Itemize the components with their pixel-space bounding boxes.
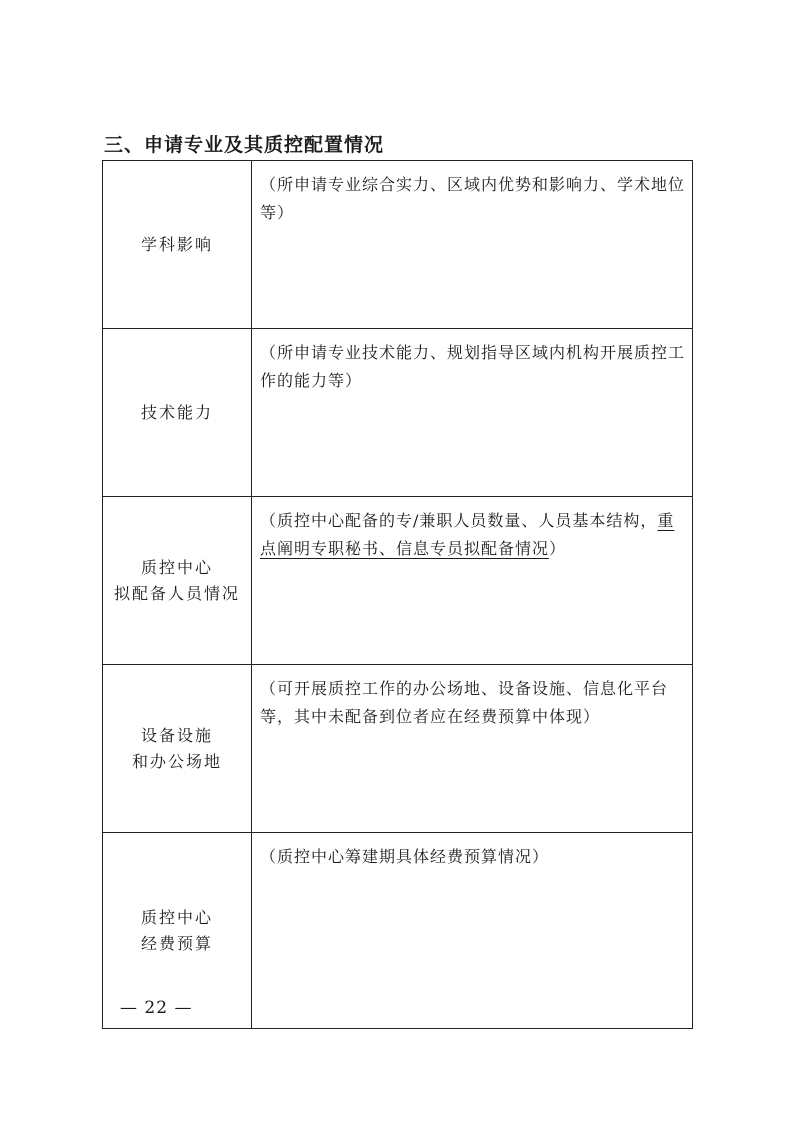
row-label — [103, 665, 252, 833]
table-row — [103, 665, 693, 833]
table-row — [103, 497, 693, 665]
row-description[interactable]: （可开展质控工作的办公场地、设备设施、信息化平台等，其中未配备到位者应在经费预算中体现） — [252, 665, 693, 833]
table-row — [103, 161, 693, 329]
row-label — [103, 497, 252, 665]
section-title: 三、申请专业及其质控配置情况 — [104, 134, 385, 156]
row-label-line: 和办公场地 — [131, 751, 222, 771]
description-underlined-text: 重点阐明专职秘书、信息专员拟配备情况 — [260, 511, 675, 558]
row-label-line: 技术能力 — [140, 402, 213, 422]
row-description[interactable]: （质控中心筹建期具体经费预算情况） — [252, 833, 693, 1029]
description-text-tail: ） — [549, 539, 567, 558]
row-label-line: 设备设施 — [140, 725, 213, 745]
row-label-line: 质控中心 — [140, 907, 213, 927]
description-text: （质控中心配备的专/兼职人员数量、人员基本结构， — [260, 511, 658, 530]
table-row — [103, 329, 693, 497]
row-description[interactable]: （所申请专业综合实力、区域内优势和影响力、学术地位等） — [252, 161, 693, 329]
page-number: — 22 — — [120, 998, 193, 1018]
row-label-line: 学科影响 — [140, 234, 213, 254]
row-label — [103, 329, 252, 497]
row-label-line: 质控中心 — [140, 557, 213, 577]
row-label-line: 拟配备人员情况 — [113, 583, 240, 603]
row-label-line: 经费预算 — [140, 933, 213, 953]
row-description[interactable]: （所申请专业技术能力、规划指导区域内机构开展质控工作的能力等） — [252, 329, 693, 497]
config-table — [102, 160, 693, 1029]
row-label — [103, 161, 252, 329]
row-description[interactable] — [252, 497, 693, 665]
